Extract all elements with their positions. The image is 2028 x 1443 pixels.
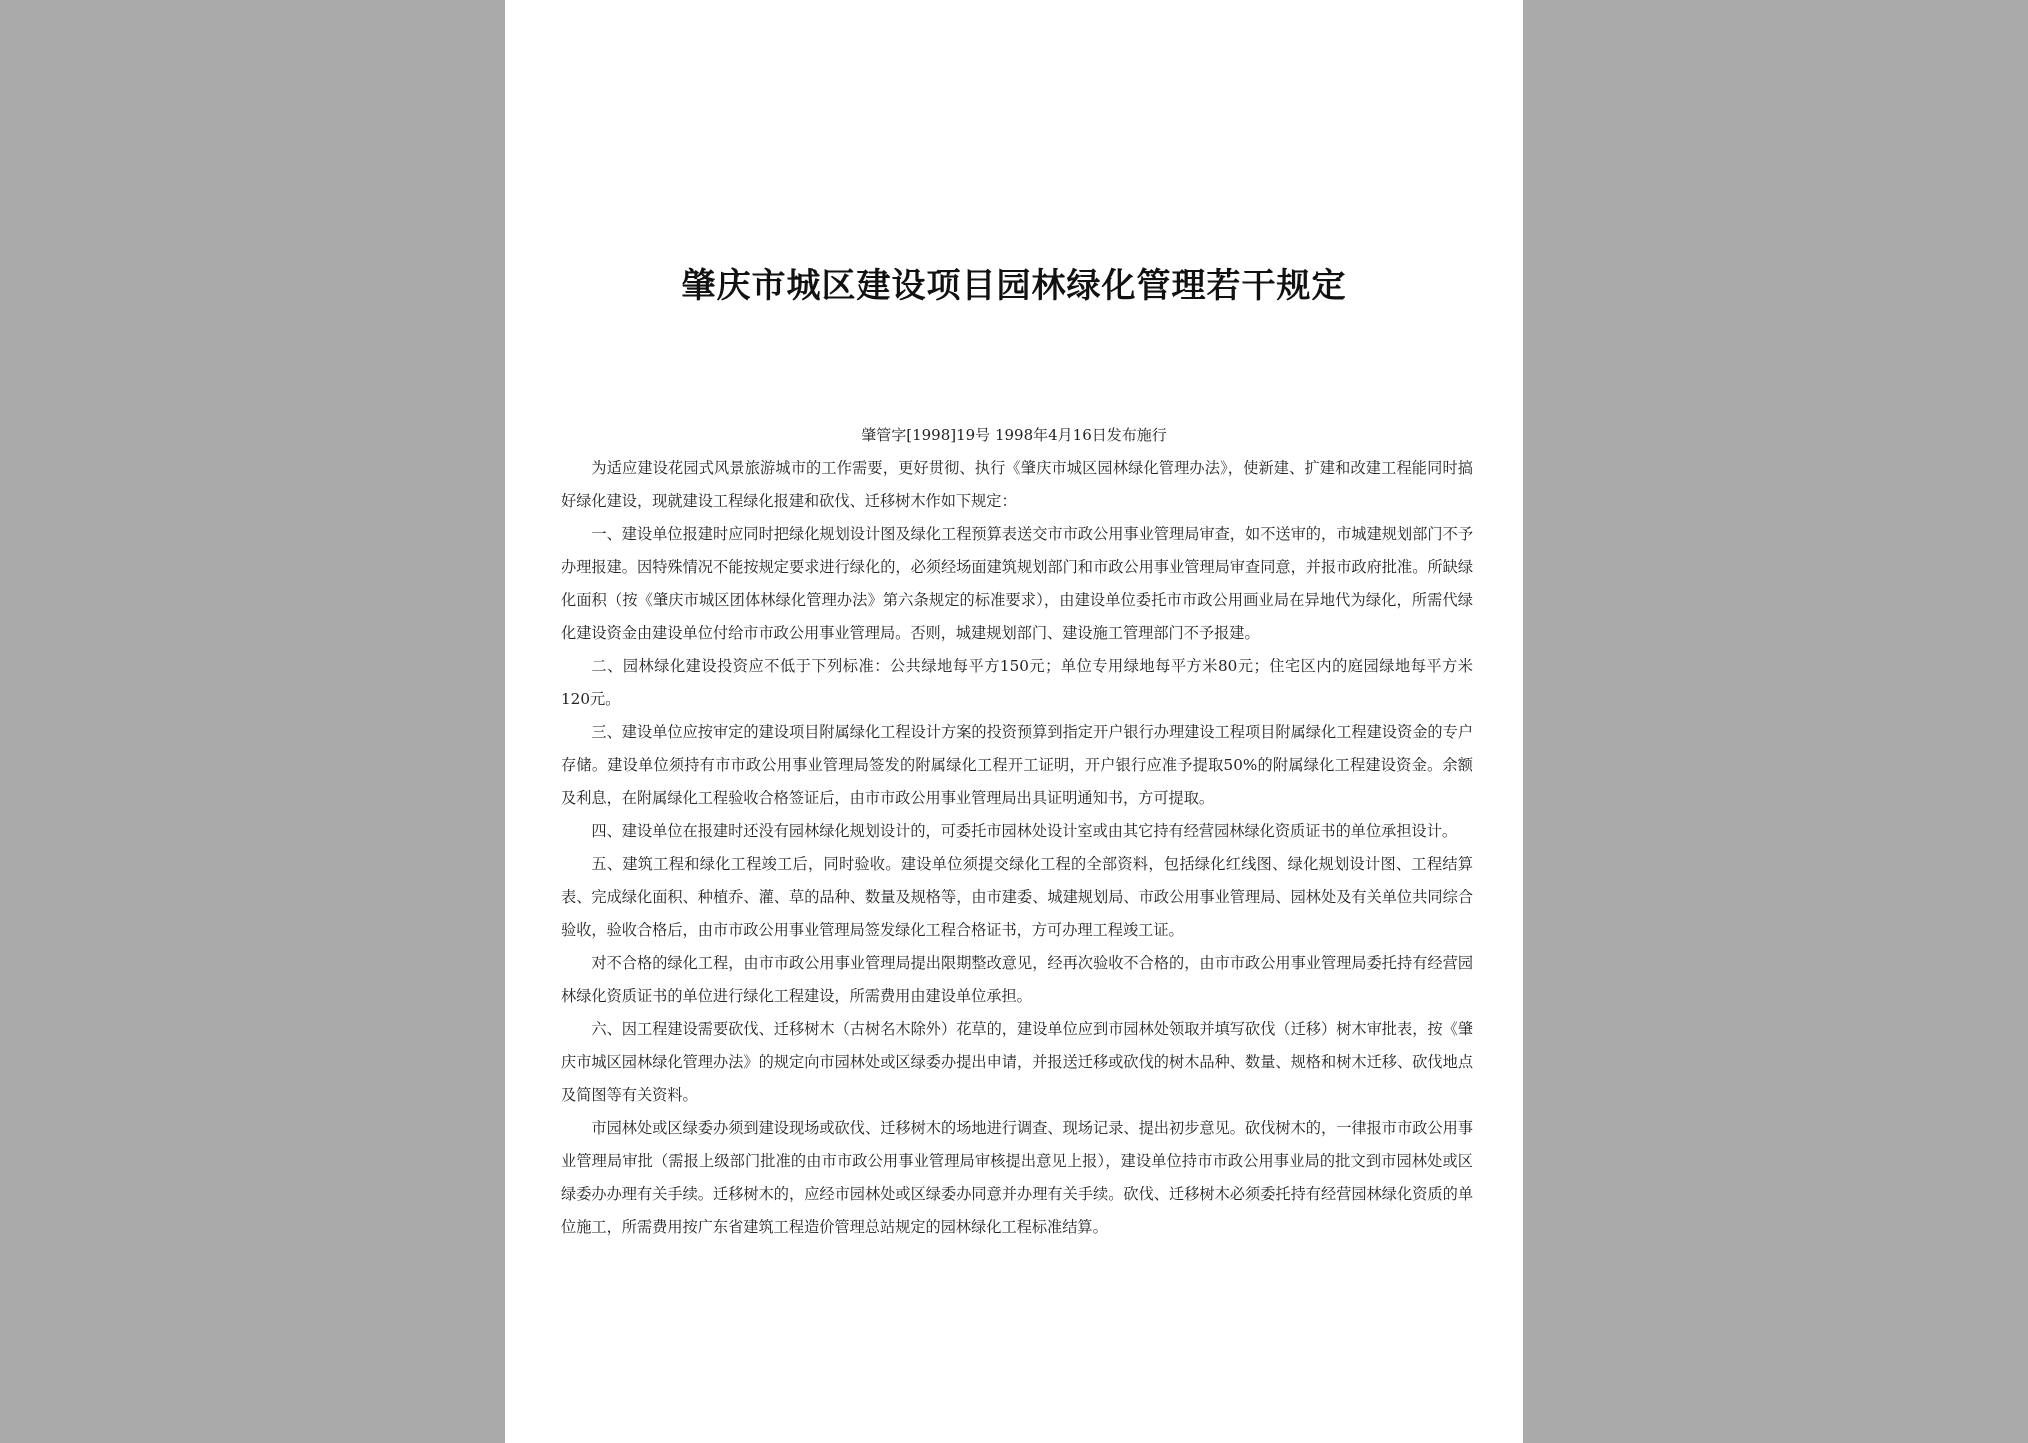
paragraph-article-6-supplement: 市园林处或区绿委办须到建设现场或砍伐、迁移树木的场地进行调查、现场记录、提出初步意见。砍伐树木的，一律报市市政公用事业管理局审批（需报上级部门批准的由市市政公用事业管理局审核提出意见上报），建设单位持市市政公用事业局的批文到市园林处或区绿委办办理有关手续。迁移树木的，应经市园林处或区绿委办同意并办理有关手续。砍伐、迁移树木必须委托持有经营园林绿化资质的单位施工，所需费用按广东省建筑工程造价管理总站规定的园林绿化工程标准结算。 — [561, 1119, 1473, 1236]
paragraph-article-5: 五、建筑工程和绿化工程竣工后，同时验收。建设单位须提交绿化工程的全部资料，包括绿化红线图、绿化规划设计图、工程结算表、完成绿化面积、种植乔、灌、草的品种、数量及规格等，由市建委、城建规划局、市政公用事业管理局、园林处及有关单位共同综合验收，验收合格后，由市市政公用事业管理局签发绿化工程合格证书，方可办理工程竣工证。 — [561, 855, 1473, 939]
document-issue-info: 肇管字[1998]19号 1998年4月16日发布施行 — [861, 426, 1167, 444]
paragraph-intro: 为适应建设花园式风景旅游城市的工作需要，更好贯彻、执行《肇庆市城区园林绿化管理办法》，使新建、扩建和改建工程能同时搞好绿化建设，现就建设工程绿化报建和砍伐、迁移树木作如下规定： — [561, 459, 1473, 510]
paragraph-article-3: 三、建设单位应按审定的建设项目附属绿化工程设计方案的投资预算到指定开户银行办理建设工程项目附属绿化工程建设资金的专户存储。建设单位须持有市市政公用事业管理局签发的附属绿化工程开工证明，开户银行应准予提取50%的附属绿化工程建设资金。余额及利息，在附属绿化工程验收合格签证后，由市市政公用事业管理局出具证明通知书，方可提取。 — [561, 723, 1473, 807]
paragraph-article-4: 四、建设单位在报建时还没有园林绿化规划设计的，可委托市园林处设计室或由其它持有经营园林绿化资质证书的单位承担设计。 — [591, 822, 1458, 840]
paragraph-article-6: 六、因工程建设需要砍伐、迁移树木（古树名木除外）花草的，建设单位应到市园林处领取并填写砍伐（迁移）树木审批表，按《肇庆市城区园林绿化管理办法》的规定向市园林处或区绿委办提出申请，并报送迁移或砍伐的树木品种、数量、规格和树木迁移、砍伐地点及简图等有关资料。 — [561, 1020, 1473, 1104]
document-page — [505, 0, 1523, 1443]
paragraph-article-5-supplement: 对不合格的绿化工程，由市市政公用事业管理局提出限期整改意见，经再次验收不合格的，由市市政公用事业管理局委托持有经营园林绿化资质证书的单位进行绿化工程建设，所需费用由建设单位承担。 — [561, 954, 1473, 1005]
document-body — [561, 452, 1473, 1244]
paragraph-article-1: 一、建设单位报建时应同时把绿化规划设计图及绿化工程预算表送交市市政公用事业管理局审查，如不送审的，市城建规划部门不予办理报建。因特殊情况不能按规定要求进行绿化的，必须经场面建筑规划部门和市政公用事业管理局审查同意，并报市政府批准。所缺绿化面积（按《肇庆市城区团体林绿化管理办法》第六条规定的标准要求），由建设单位委托市市政公用画业局在异地代为绿化，所需代绿化建设资金由建设单位付给市市政公用事业管理局。否则，城建规划部门、建设施工管理部门不予报建。 — [561, 525, 1473, 642]
paragraph-article-2: 二、园林绿化建设投资应不低于下列标准：公共绿地每平方150元；单位专用绿地每平方米80元；住宅区内的庭园绿地每平方米120元。 — [561, 657, 1473, 708]
document-title: 肇庆市城区建设项目园林绿化管理若干规定 — [681, 266, 1347, 306]
